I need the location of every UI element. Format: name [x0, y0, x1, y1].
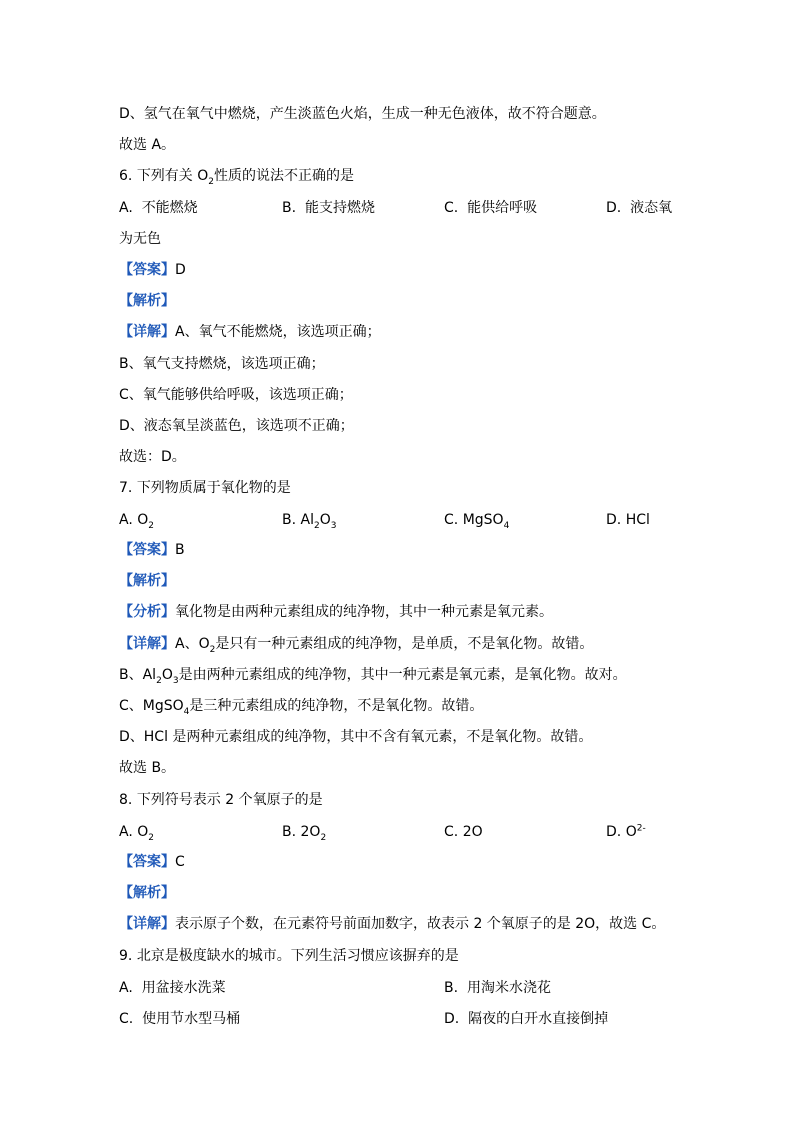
- q8-answer: 【答案】C: [119, 854, 185, 870]
- q6-detail-a: 【详解】A、氧气不能燃烧，该选项正确；: [119, 324, 381, 340]
- answer-tag: 【答案】: [119, 262, 175, 278]
- q8-option-c: C. 2O: [444, 824, 483, 840]
- q6-option-d: D. 液态氧: [606, 200, 673, 216]
- q9-option-a: A. 用盆接水洗菜: [119, 980, 226, 996]
- q7-option-d: D. HCl: [606, 512, 650, 528]
- q7-answer: 【答案】B: [119, 542, 185, 558]
- q7-detail-a: 【详解】A、$O_2$是只有一种元素组成的纯净物，是单质，不是氧化物。故错。: [119, 636, 594, 655]
- q8-option-d: D. $O^{2-}$: [606, 823, 646, 840]
- q6-analysis-heading: 【解析】: [119, 293, 175, 309]
- q6-option-b: B. 能支持燃烧: [282, 200, 375, 216]
- question-6-stem: 6. 下列有关 $O_2$性质的说法不正确的是: [119, 168, 355, 187]
- q7-detail-c: C、MgSO$_4$是三种元素组成的纯净物，不是氧化物。故错。: [119, 698, 484, 717]
- q6-detail-c: C、氧气能够供给呼吸，该选项正确；: [119, 387, 353, 403]
- q9-option-c: C. 使用节水型马桶: [119, 1011, 241, 1027]
- q6-option-d-wrap: 为无色: [119, 231, 161, 247]
- final-answer: 故选 A。: [119, 137, 176, 153]
- q7-analysis-heading: 【解析】: [119, 573, 175, 589]
- q7-analysis: 【分析】氧化物是由两种元素组成的纯净物，其中一种元素是氧元素。: [119, 604, 553, 620]
- q7-detail-b: B、$Al_2O_3$是由两种元素组成的纯净物，其中一种元素是氧元素，是氧化物。故对。: [119, 667, 627, 686]
- q7-choose: 故选 B。: [119, 760, 176, 776]
- q9-option-b: B. 用淘米水浇花: [444, 980, 551, 996]
- q8-option-b: B. $2O_2$: [282, 824, 327, 843]
- question-8-stem: 8. 下列符号表示 2 个氧原子的是: [119, 792, 323, 808]
- q6-option-a: A. 不能燃烧: [119, 200, 198, 216]
- q7-option-b: B. $Al_2O_3$: [282, 512, 337, 531]
- question-7-stem: 7. 下列物质属于氧化物的是: [119, 480, 291, 496]
- question-number: 6.: [119, 168, 133, 184]
- q7-detail-d: D、HCl 是两种元素组成的纯净物，其中不含有氧元素，不是氧化物。故错。: [119, 729, 593, 745]
- q6-detail-d: D、液态氧呈淡蓝色，该选项不正确；: [119, 418, 354, 434]
- q7-option-a: A. $O_2$: [119, 512, 154, 531]
- q6-answer: 【答案】D: [119, 262, 186, 278]
- q8-option-a: A. $O_2$: [119, 824, 154, 843]
- q7-option-c: C. MgSO$_4$: [444, 512, 510, 531]
- q6-detail-b: B、氧气支持燃烧，该选项正确；: [119, 356, 325, 372]
- option-d-explanation: D、氢气在氧气中燃烧，产生淡蓝色火焰，生成一种无色液体，故不符合题意。: [119, 106, 606, 122]
- q6-choose: 故选：D。: [119, 449, 186, 465]
- q6-option-c: C. 能供给呼吸: [444, 200, 538, 216]
- q9-option-d: D. 隔夜的白开水直接倒掉: [444, 1011, 609, 1027]
- q8-detail: 【详解】表示原子个数，在元素符号前面加数字，故表示 2 个氧原子的是 2O，故选 C。: [119, 916, 666, 932]
- question-9-stem: 9. 北京是极度缺水的城市。下列生活习惯应该摒弃的是: [119, 948, 459, 964]
- q8-analysis-heading: 【解析】: [119, 885, 175, 901]
